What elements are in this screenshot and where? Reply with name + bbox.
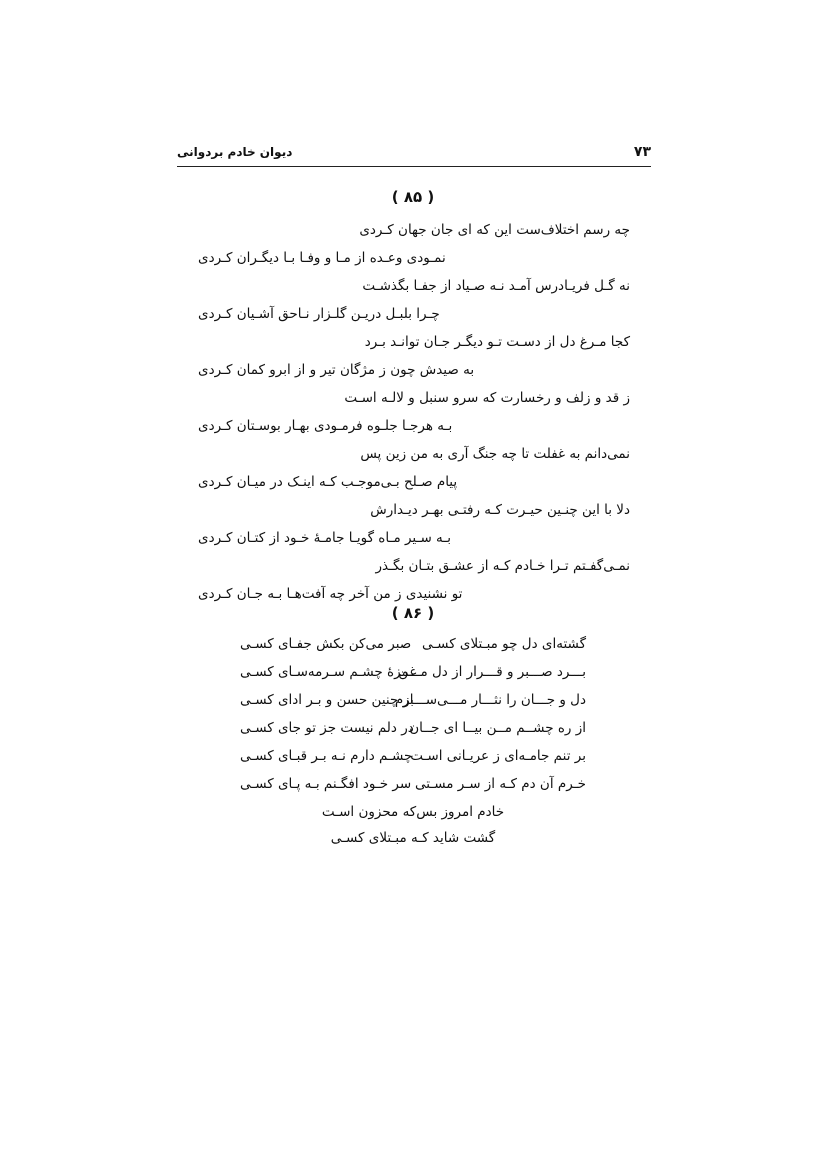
verse-line: نمـودی وعـده از مـا و وفـا بـا دیگـران کـردی xyxy=(198,250,446,266)
verse-line: چه رسم اختلاف‌ست این که ای جان جهان کـردی xyxy=(359,222,630,238)
verse-line: کجا مـرغ دل از دسـت تـو دیگـر جـان توانـد بـرد xyxy=(364,334,630,350)
verse-line: تو نشنیدی ز من آخر چه آفت‌هـا بـه جـان کـردی xyxy=(198,586,463,602)
verse-line: بـه سـیر مـاه گویـا جامـهٔ خـود از کتـان کـردی xyxy=(198,530,451,546)
page-number: ۷۳ xyxy=(633,144,651,160)
closing-verse-line: خادم امروز بس‌که محزون اسـت xyxy=(321,804,505,820)
verse-line: به صیدش چون ز مژگان تیر و از ابرو کمان کـردی xyxy=(198,362,475,378)
verse-line: چـرا بلبـل دریـن گلـزار نـاحق آشـیان کـردی xyxy=(198,306,440,322)
verse-line: نمـی‌گفـتم تـرا خـادم کـه از عشـق بتـان بگـذر xyxy=(375,558,630,574)
hemistich-first: خـرم آن دم کـه از سـر مسـتی xyxy=(414,776,586,792)
verse-line: بـه هرجـا جلـوه فرمـودی بهـار بوسـتان کـردی xyxy=(198,418,453,434)
verse-line: پیام صـلح بـی‌موجـب کـه اینـک در میـان کـردی xyxy=(198,474,458,490)
poem-number-85: ( ۸۵ ) xyxy=(391,188,435,206)
verse-line: نه گـل فریـادرس آمـد نـه صـیاد از جفـا بگذشـت xyxy=(362,278,630,294)
poem-number-86: ( ۸۶ ) xyxy=(391,604,435,622)
closing-verse-line: گشت شاید کـه مبـتلای کسـی xyxy=(330,830,496,846)
hemistich-first: بـــرد صـــبر و قـــرار از دل مـــن xyxy=(398,664,586,680)
hemistich-first: از ره چشــم مــن بیــا ای جــان xyxy=(409,720,586,736)
hemistich-second: سر خـود افگـنم بـه پـای کسـی xyxy=(240,776,412,792)
page-header xyxy=(177,142,651,167)
book-title: دیوان خادم بردوانی xyxy=(177,145,293,159)
verse-line: ز قد و زلف و رخسارت که سرو سنبل و لالـه اسـت xyxy=(344,390,630,406)
hemistich-second: بر چنین حسن و بـر ادای کسـی xyxy=(240,692,414,708)
hemistich-second: صبر می‌کن بکش جفـای کسـی xyxy=(240,636,412,652)
verse-line: نمی‌دانم به غفلت تا چه جنگ آری به من زین پس xyxy=(360,446,630,462)
hemistich-second: چشـم دارم نـه بـر قبـای کسـی xyxy=(240,748,413,764)
verse-line: دلا با این چنـین حیـرت کـه رفتـی بهـر دیـدارش xyxy=(370,502,630,518)
hemistich-second: غمزهٔ چشـم سـرمه‌سـای کسـی xyxy=(240,664,417,680)
hemistich-first: دل و جـــان را نثـــار مـــی‌ســـازم xyxy=(394,692,586,708)
hemistich-first: بر تنم جامـه‌ای ز عریـانی اسـت xyxy=(410,748,586,764)
hemistich-second: در دلم نیست جز تو جای کسـی xyxy=(240,720,414,736)
hemistich-first: گشته‌ای دل چو مبـتلای کسـی xyxy=(421,636,586,652)
